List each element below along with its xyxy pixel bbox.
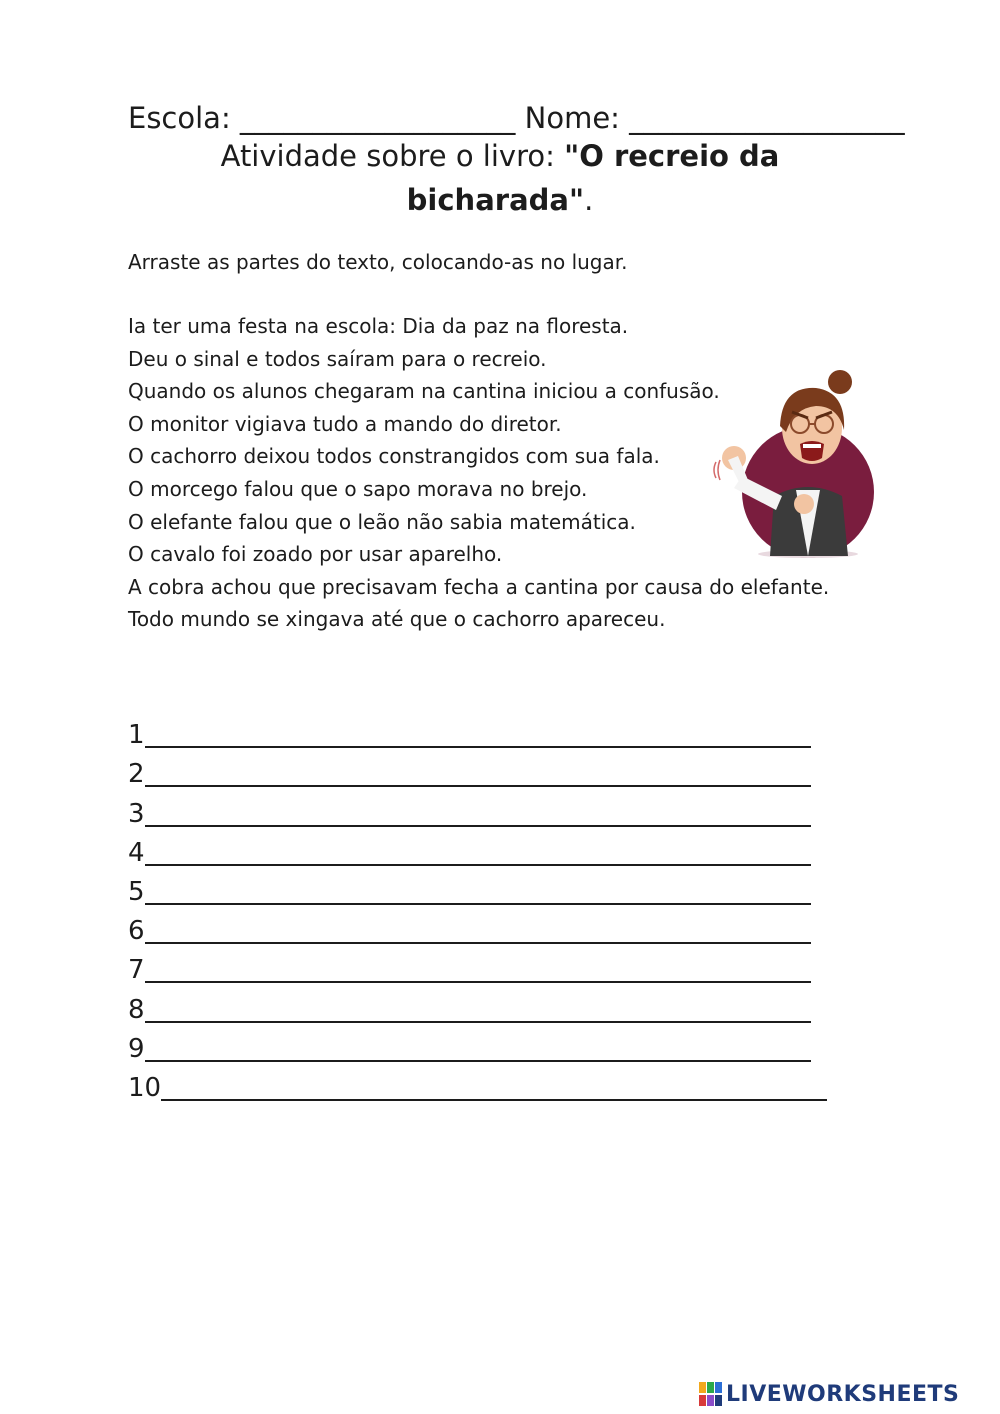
- answer-number: 4: [128, 837, 145, 868]
- liveworksheets-logo-icon: [698, 1381, 724, 1407]
- answer-drop-line[interactable]: [145, 825, 811, 827]
- answer-row: [128, 1030, 848, 1069]
- sentence-item[interactable]: O cachorro deixou todos constrangidos com sua fala.: [128, 444, 660, 469]
- answer-drop-line[interactable]: [161, 1099, 827, 1101]
- book-title: "O recreio da bicharada": [406, 139, 780, 217]
- answer-number: 5: [128, 876, 145, 907]
- answer-number: 6: [128, 916, 145, 947]
- sentence-item[interactable]: A cobra achou que precisavam fecha a cantina por causa do elefante.: [128, 574, 830, 599]
- answer-row: [128, 755, 848, 794]
- answer-row: [128, 990, 848, 1029]
- sentence-item[interactable]: O cavalo foi zoado por usar aparelho.: [128, 542, 503, 567]
- sentence-item[interactable]: O elefante falou que o leão não sabia matemática.: [128, 509, 636, 534]
- answer-row: [128, 834, 848, 873]
- answer-row: [128, 873, 848, 912]
- name-label: Nome: ___________________: [524, 101, 905, 135]
- sentence-item[interactable]: Ia ter uma festa na escola: Dia da paz na floresta.: [128, 314, 629, 338]
- sentence-item[interactable]: Quando os alunos chegaram na cantina iniciou a confusão.: [128, 379, 720, 404]
- answer-number: 2: [128, 759, 145, 790]
- answer-number: 3: [128, 798, 145, 829]
- answer-row: [128, 794, 848, 833]
- answer-row: [128, 1069, 848, 1108]
- brand-footer: [698, 1380, 959, 1408]
- sentence-item[interactable]: O morcego falou que o sapo morava no brejo.: [128, 476, 588, 501]
- answer-drop-line[interactable]: [145, 942, 811, 944]
- answer-number: 1: [128, 720, 145, 751]
- sentence-item[interactable]: Deu o sinal e todos saíram para o recreio.: [128, 346, 547, 371]
- answer-row: [128, 716, 848, 755]
- brand-name: LIVEWORKSHEETS: [726, 1381, 960, 1407]
- title-suffix: .: [584, 183, 594, 217]
- answer-drop-line[interactable]: [145, 746, 811, 748]
- sentence-item[interactable]: O monitor vigiava tudo a mando do diretor.: [128, 411, 562, 436]
- answer-drop-line[interactable]: [145, 903, 811, 905]
- answer-number: 7: [128, 955, 145, 986]
- instruction-text: Arraste as partes do texto, colocando-as no lugar.: [128, 250, 628, 274]
- answer-number: 9: [128, 1033, 145, 1064]
- answer-drop-line[interactable]: [145, 1060, 811, 1062]
- answer-list: [128, 716, 848, 1108]
- title-prefix: Atividade sobre o livro:: [220, 139, 565, 173]
- answer-number: 10: [128, 1072, 162, 1103]
- answer-drop-line[interactable]: [145, 864, 811, 866]
- page-title: [140, 134, 860, 222]
- answer-row: [128, 951, 848, 990]
- sentence-item[interactable]: Todo mundo se xingava até que o cachorro apareceu.: [128, 607, 666, 632]
- answer-row: [128, 912, 848, 951]
- answer-number: 8: [128, 994, 145, 1025]
- answer-drop-line[interactable]: [145, 785, 811, 787]
- angry-teacher-avatar-icon: [712, 366, 888, 562]
- answer-drop-line[interactable]: [145, 981, 811, 983]
- answer-drop-line[interactable]: [145, 1021, 811, 1023]
- school-label: Escola: ___________________: [128, 101, 516, 135]
